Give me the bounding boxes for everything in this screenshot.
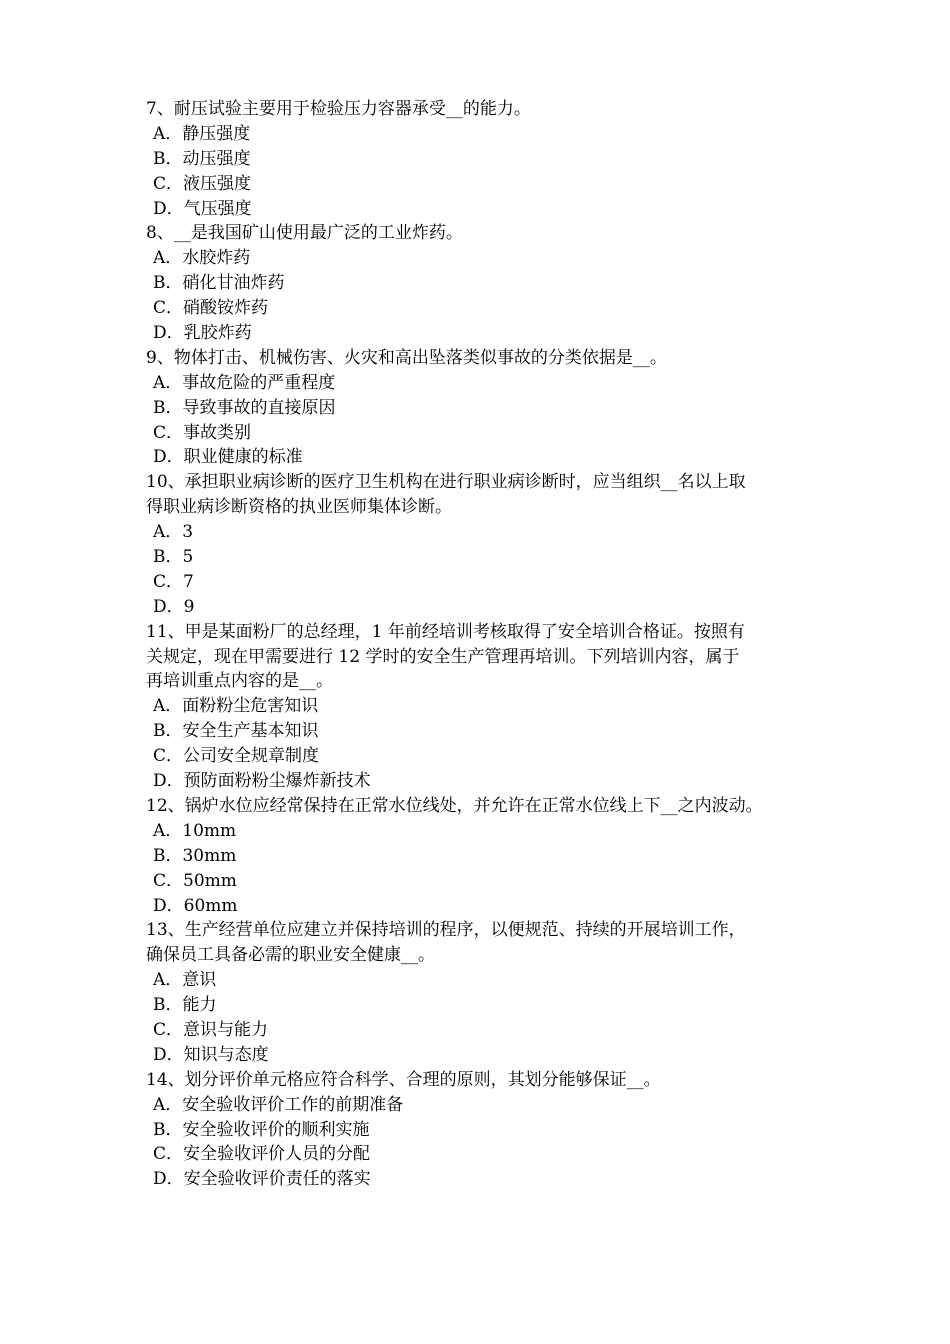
question-text-line-1: 11、甲是某面粉厂的总经理，1 年前经培训考核取得了安全培训合格证。按照有 xyxy=(146,621,745,642)
option-c: C．液压强度 xyxy=(153,173,252,194)
option-d: D．安全验收评价责任的落实 xyxy=(153,1169,371,1190)
option-c: C．7 xyxy=(153,571,194,592)
option-a: A．水胶炸药 xyxy=(153,248,251,269)
option-d: D．60mm xyxy=(153,895,238,916)
question-13 xyxy=(146,918,810,1067)
option-d: D．知识与态度 xyxy=(153,1044,269,1065)
option-b: B．动压强度 xyxy=(153,148,251,169)
option-d: D．气压强度 xyxy=(153,198,252,219)
question-text-line-3: 再培训重点内容的是__。 xyxy=(146,671,333,692)
option-b: B．硝化甘油炸药 xyxy=(153,273,285,294)
option-a: A．10mm xyxy=(153,820,237,841)
question-text: 8、__是我国矿山使用最广泛的工业炸药。 xyxy=(146,223,463,244)
option-d: D．乳胶炸药 xyxy=(153,323,252,344)
option-c: C．意识与能力 xyxy=(153,1019,269,1040)
option-c: C．事故类别 xyxy=(153,422,252,443)
option-b: B．5 xyxy=(153,547,194,568)
question-12 xyxy=(146,794,810,918)
question-7 xyxy=(146,97,810,221)
option-b: B．导致事故的直接原因 xyxy=(153,397,336,418)
option-a: A．意识 xyxy=(153,970,217,991)
option-d: D．预防面粉粉尘爆炸新技术 xyxy=(153,771,371,792)
option-a: A．事故危险的严重程度 xyxy=(153,372,336,393)
option-d: D．职业健康的标准 xyxy=(153,447,303,468)
question-text-line-1: 13、生产经营单位应建立并保持培训的程序，以便规范、持续的开展培训工作， xyxy=(146,920,746,941)
question-text-line-1: 10、承担职业病诊断的医疗卫生机构在进行职业病诊断时，应当组织__名以上取 xyxy=(146,472,746,493)
option-a: A．面粉粉尘危害知识 xyxy=(153,696,319,717)
question-text: 9、物体打击、机械伤害、火灾和高出坠落类似事故的分类依据是__。 xyxy=(146,347,667,368)
question-8 xyxy=(146,221,810,345)
question-text-line-2: 确保员工具备必需的职业安全健康__。 xyxy=(146,945,435,966)
question-text-line-2: 得职业病诊断资格的执业医师集体诊断。 xyxy=(146,497,452,518)
question-9 xyxy=(146,346,810,470)
question-text: 12、锅炉水位应经常保持在正常水位线处，并允许在正常水位线上下__之内波动。 xyxy=(146,795,763,816)
option-a: A．安全验收评价工作的前期准备 xyxy=(153,1094,404,1115)
question-11 xyxy=(146,620,810,794)
option-a: A．3 xyxy=(153,522,194,543)
question-text-line-2: 关规定，现在甲需要进行 12 学时的安全生产管理再培训。下列培训内容，属于 xyxy=(146,646,740,667)
option-c: C．50mm xyxy=(153,870,237,891)
option-d: D．9 xyxy=(153,596,195,617)
option-b: B．30mm xyxy=(153,845,237,866)
question-14 xyxy=(146,1068,810,1192)
document-page xyxy=(146,97,810,1192)
option-c: C．公司安全规章制度 xyxy=(153,746,320,767)
option-b: B．能力 xyxy=(153,995,217,1016)
option-c: C．安全验收评价人员的分配 xyxy=(153,1144,371,1165)
question-text: 7、耐压试验主要用于检验压力容器承受__的能力。 xyxy=(146,99,531,119)
option-a: A．静压强度 xyxy=(153,123,251,144)
option-b: B．安全生产基本知识 xyxy=(153,721,319,742)
option-c: C．硝酸铵炸药 xyxy=(153,298,269,319)
question-text: 14、划分评价单元格应符合科学、合理的原则，其划分能够保证__。 xyxy=(146,1069,661,1090)
question-10 xyxy=(146,470,810,619)
option-b: B．安全验收评价的顺利实施 xyxy=(153,1119,370,1140)
